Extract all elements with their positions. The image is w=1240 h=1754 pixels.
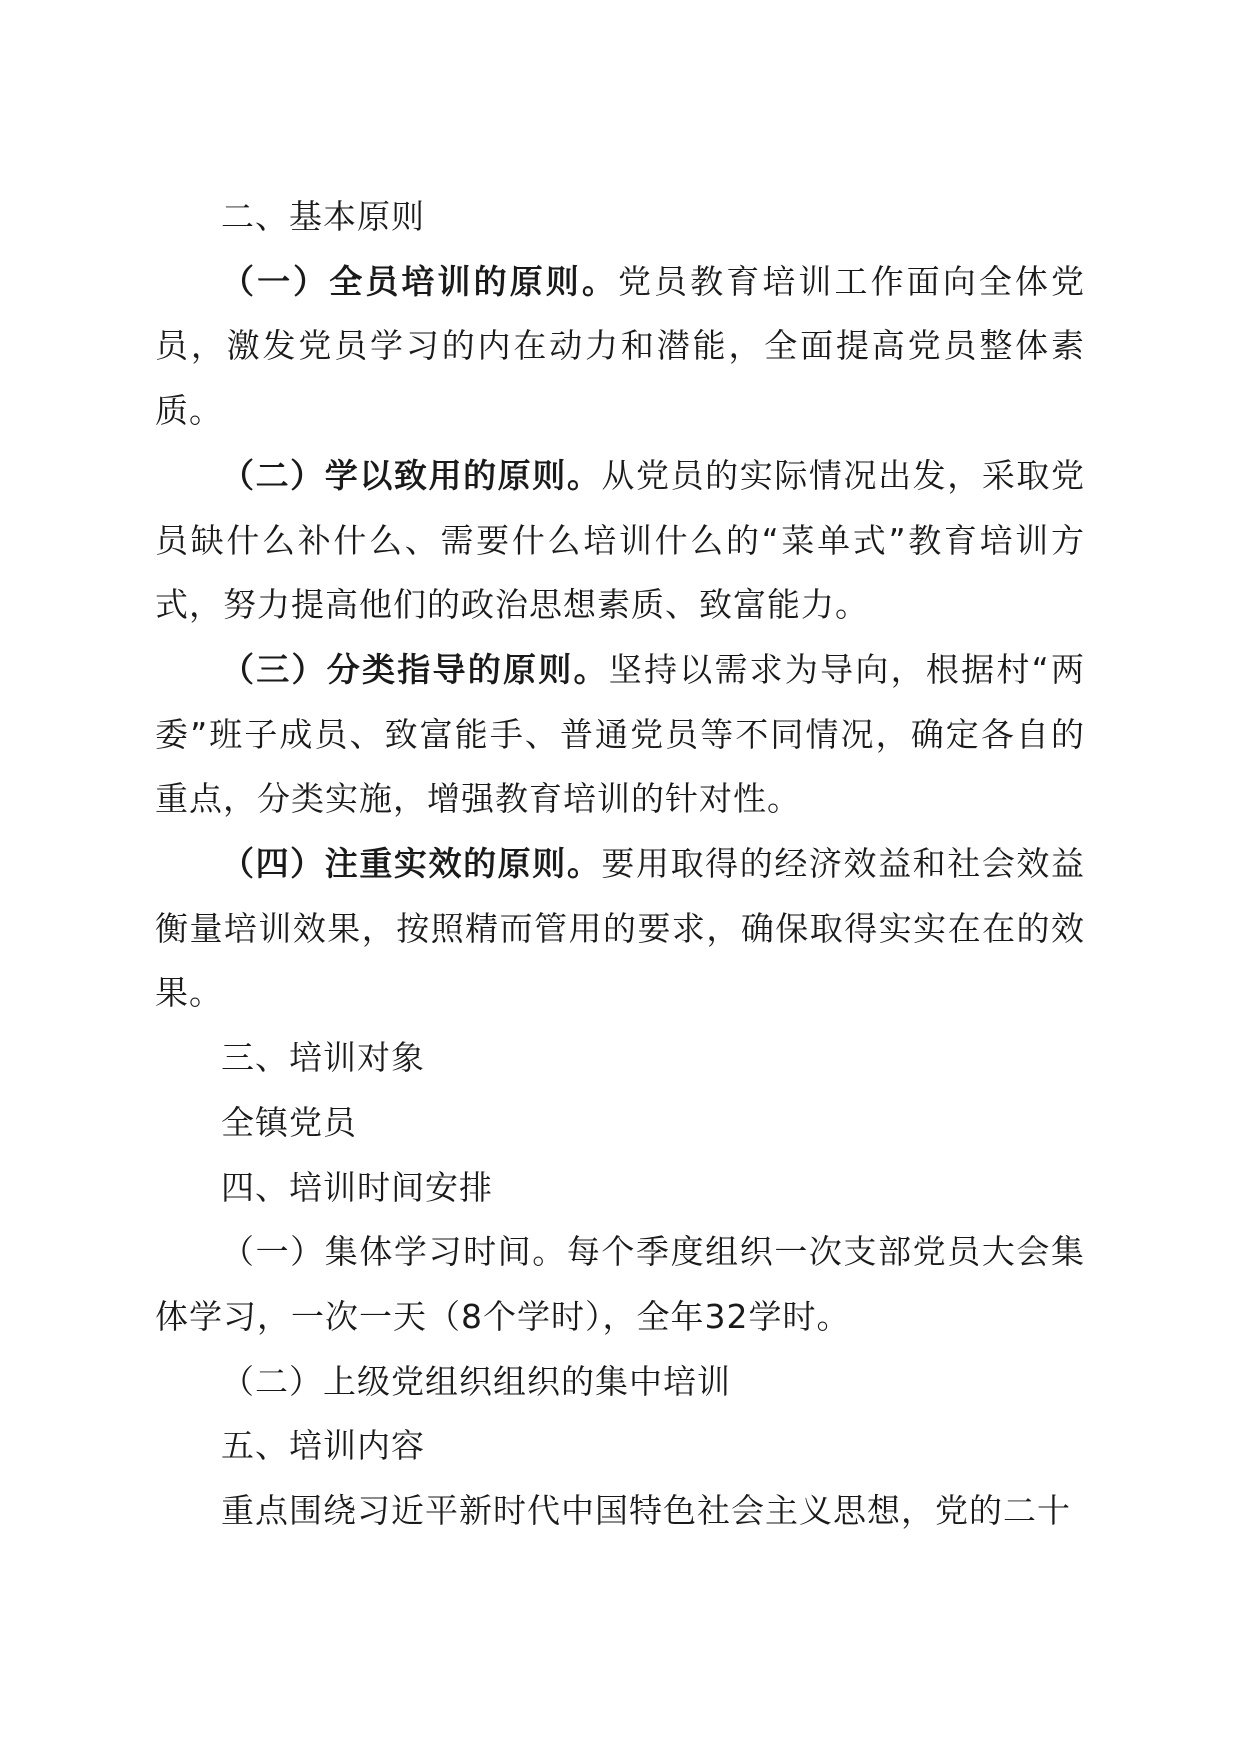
section-heading-training-schedule: 四、培训时间安排 xyxy=(221,1167,493,1207)
document-body xyxy=(155,185,1085,1544)
principle-paragraph-3 xyxy=(155,638,1085,832)
principle-paragraph-1 xyxy=(155,250,1085,444)
principle-title-2: （二）学以致用的原则。 xyxy=(221,455,602,495)
schedule-paragraph-1: （一）集体学习时间。每个季度组织一次支部党员大会集体学习，一次一天（8个学时），全年32学时。 xyxy=(155,1232,1085,1336)
principle-body-2: 从党员的实际情况出发，采取党员缺什么补什么、需要什么培训什么的“菜单式”教育培训方式，努力提高他们的政治思想素质、致富能力。 xyxy=(155,455,1086,625)
training-targets-text: 全镇党员 xyxy=(221,1102,357,1142)
section-heading-training-targets: 三、培训对象 xyxy=(221,1038,425,1078)
principle-body-3: 坚持以需求为导向，根据村“两委”班子成员、致富能手、普通党员等不同情况，确定各自的重点，分类实施，增强教育培训的针对性。 xyxy=(155,649,1085,819)
principle-title-1: （一）全员培训的原则。 xyxy=(221,261,618,301)
principle-paragraph-4 xyxy=(155,832,1085,1026)
principle-title-3: （三）分类指导的原则。 xyxy=(221,649,609,689)
principle-body-4: 要用取得的经济效益和社会效益衡量培训效果，按照精而管用的要求，确保取得实实在在的效果。 xyxy=(155,844,1086,1013)
section-heading-basic-principles: 二、基本原则 xyxy=(221,197,425,236)
principle-body-1: 党员教育培训工作面向全体党员，激发党员学习的内在动力和潜能，全面提高党员整体素质。 xyxy=(155,261,1086,431)
schedule-paragraph-2: （二）上级党组织组织的集中培训 xyxy=(221,1361,731,1401)
section-heading-training-content: 五、培训内容 xyxy=(221,1426,425,1466)
training-content-text: 重点围绕习近平新时代中国特色社会主义思想，党的二十 xyxy=(221,1491,1071,1531)
principle-paragraph-2 xyxy=(155,444,1085,638)
principle-title-4: （四）注重实效的原则。 xyxy=(221,844,602,884)
